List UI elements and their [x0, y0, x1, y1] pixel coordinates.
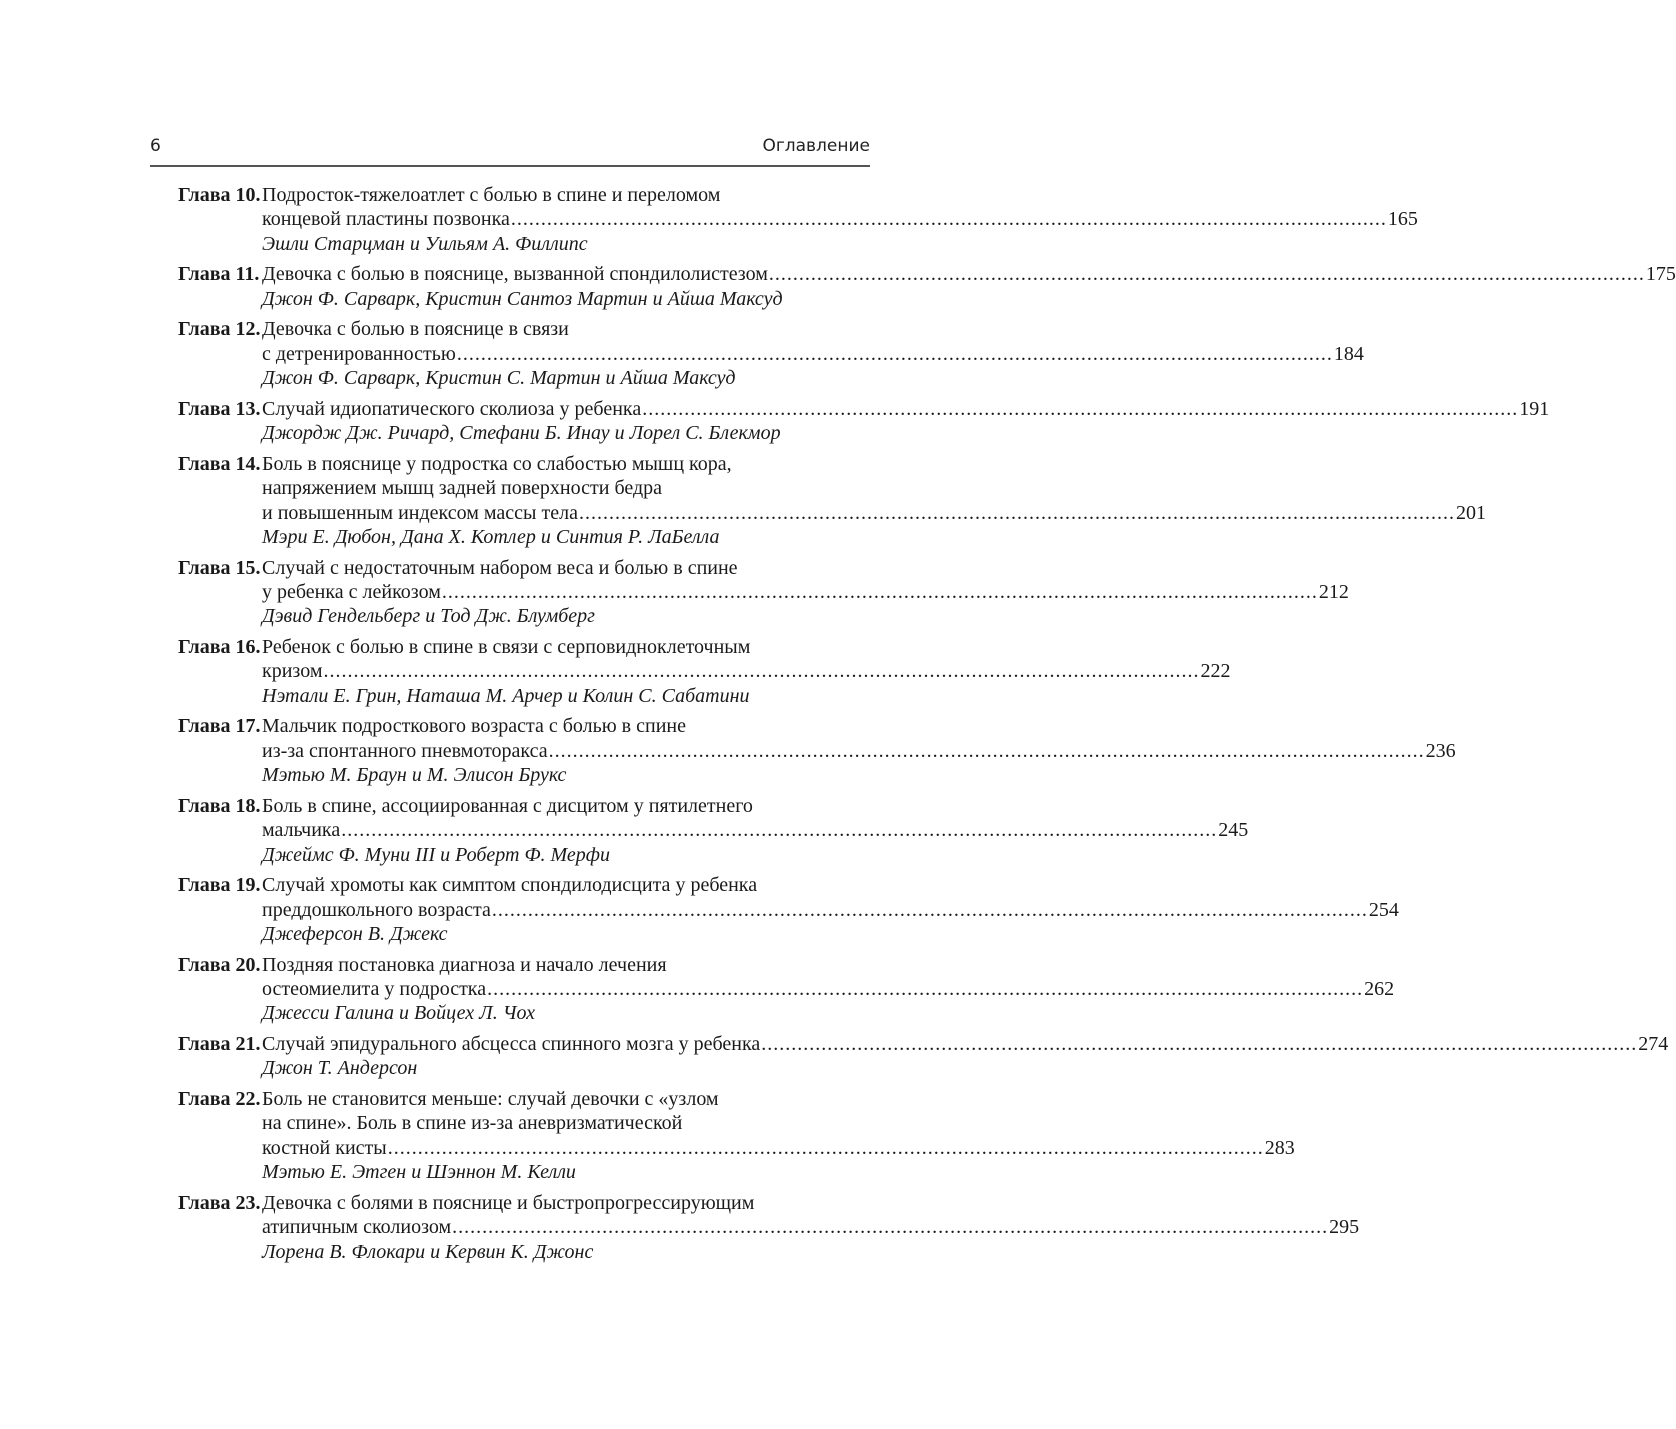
- chapter-title-line: преддошкольного возраста: [262, 898, 491, 921]
- dot-leader: ..................................................................................................................................................: [452, 1216, 1329, 1239]
- chapter-authors: Джон Т. Андерсон: [262, 1057, 418, 1080]
- page-ref: 201: [1455, 501, 1486, 524]
- chapter-title-line: Случай эпидурального абсцесса спинного мозга у ребенка: [262, 1033, 761, 1056]
- chapter-label: Глава 17.: [178, 715, 261, 738]
- dot-leader: ..................................................................................................................................................: [510, 208, 1387, 231]
- page-ref: 254: [1368, 898, 1399, 921]
- chapter-title-last-line: [262, 501, 1486, 525]
- chapter-title-last-line: [262, 818, 1249, 842]
- chapter-title-line: Девочка с болью в пояснице в связи: [262, 318, 569, 341]
- page-ref: 262: [1364, 978, 1395, 1001]
- toc-entry[interactable]: [178, 183, 1418, 256]
- dot-leader: ..................................................................................................................................................: [578, 501, 1455, 524]
- dot-leader: ..................................................................................................................................................: [768, 263, 1645, 286]
- chapter-title-last-line: [262, 262, 1676, 286]
- dot-leader: ..................................................................................................................................................: [456, 342, 1333, 365]
- chapter-label: Глава 15.: [178, 556, 261, 579]
- toc-entry[interactable]: [178, 635, 1231, 708]
- chapter-title-line: Поздняя постановка диагноза и начало лечения: [262, 953, 667, 976]
- page-ref: 212: [1318, 581, 1349, 604]
- chapter-title-last-line: [262, 659, 1231, 683]
- page-ref: 165: [1387, 208, 1418, 231]
- chapter-label: Глава 19.: [178, 874, 261, 897]
- toc-entry[interactable]: [178, 873, 1399, 946]
- running-header: [150, 133, 870, 167]
- chapter-title-line: у ребенка с лейкозом: [262, 581, 441, 604]
- dot-leader: ..................................................................................................................................................: [323, 660, 1200, 683]
- chapter-authors: Джон Ф. Сарварк, Кристин С. Мартин и Айша Максуд: [262, 367, 736, 390]
- toc-entry[interactable]: [178, 953, 1395, 1026]
- page-ref: 245: [1218, 819, 1249, 842]
- chapter-title-last-line: [262, 342, 1364, 366]
- chapter-label: Глава 10.: [178, 184, 261, 206]
- chapter-title-line: Случай хромоты как симптом спондилодисцита у ребенка: [262, 874, 758, 897]
- page-ref: 184: [1333, 342, 1364, 365]
- page-ref: 283: [1264, 1136, 1295, 1159]
- chapter-label: Глава 18.: [178, 794, 261, 817]
- page-ref: 222: [1200, 660, 1231, 683]
- chapter-label: Глава 11.: [178, 263, 260, 286]
- chapter-title-last-line: [262, 977, 1395, 1001]
- chapter-title-line: из-за спонтанного пневмоторакса: [262, 739, 548, 762]
- chapter-title-line: Боль в спине, ассоциированная с дисцитом у пятилетнего: [262, 794, 753, 817]
- page-number: 6: [150, 136, 161, 156]
- dot-leader: ..................................................................................................................................................: [341, 819, 1218, 842]
- chapter-title-line: Девочка с болью в пояснице, вызванной спондилолистезом: [262, 263, 768, 286]
- dot-leader: ..................................................................................................................................................: [487, 978, 1364, 1001]
- chapter-title-line: Случай с недостаточным набором веса и болью в спине: [262, 556, 738, 579]
- chapter-authors: Нэтали Е. Грин, Наташа М. Арчер и Колин С. Сабатини: [262, 684, 750, 707]
- chapter-label: Глава 12.: [178, 318, 261, 341]
- chapter-title-last-line: [262, 1215, 1360, 1239]
- table-of-contents: [178, 183, 1676, 1270]
- chapter-title-last-line: [262, 1136, 1295, 1160]
- chapter-title-line: Ребенок с болью в спине в связи с серповидноклеточным: [262, 636, 751, 659]
- chapter-label: Глава 22.: [178, 1088, 261, 1111]
- dot-leader: ..................................................................................................................................................: [642, 397, 1519, 420]
- chapter-label: Глава 23.: [178, 1191, 261, 1214]
- toc-entry[interactable]: [178, 1032, 1669, 1081]
- toc-entry[interactable]: [178, 556, 1349, 629]
- chapter-authors: Джеймс Ф. Муни III и Роберт Ф. Мерфи: [262, 843, 610, 866]
- page-ref: 191: [1519, 397, 1550, 420]
- toc-entry[interactable]: [178, 317, 1364, 390]
- chapter-title-line: остеомиелита у подростка: [262, 978, 487, 1001]
- section-title: Оглавление: [762, 136, 870, 156]
- chapter-authors: Эшли Старцман и Уильям А. Филлипс: [262, 232, 588, 255]
- toc-entry[interactable]: [178, 1087, 1295, 1185]
- chapter-title-line: с детренированностью: [262, 342, 456, 365]
- chapter-title-line: мальчика: [262, 819, 341, 842]
- chapter-label: Глава 13.: [178, 397, 261, 420]
- chapter-authors: Джеферсон В. Джекс: [262, 923, 448, 946]
- chapter-label: Глава 20.: [178, 953, 261, 976]
- chapter-title-last-line: [262, 397, 1550, 421]
- chapter-authors: Джордж Дж. Ричард, Стефани Б. Инау и Лорел С. Блекмор: [262, 422, 781, 445]
- chapter-title-line: атипичным сколиозом: [262, 1216, 452, 1239]
- chapter-title-last-line: [262, 1032, 1669, 1056]
- chapter-authors: Джесси Галина и Войцех Л. Чох: [262, 1002, 535, 1025]
- toc-entry[interactable]: [178, 397, 1550, 446]
- chapter-title-line: Боль не становится меньше: случай девочки с «узлом: [262, 1088, 719, 1111]
- page-ref: 274: [1638, 1033, 1669, 1056]
- dot-leader: ..................................................................................................................................................: [441, 581, 1318, 604]
- chapter-title-line: Боль в пояснице у подростка со слабостью мышц кора,: [262, 452, 732, 475]
- chapter-authors: Дэвид Гендельберг и Тод Дж. Блумберг: [262, 605, 595, 628]
- chapter-title-line: концевой пластины позвонка: [262, 208, 510, 231]
- chapter-label: Глава 21.: [178, 1033, 261, 1056]
- dot-leader: ..................................................................................................................................................: [387, 1136, 1264, 1159]
- toc-entry[interactable]: [178, 452, 1486, 550]
- chapter-authors: Мэтью Е. Этген и Шэннон М. Келли: [262, 1161, 576, 1184]
- page-ref: 295: [1329, 1216, 1360, 1239]
- toc-entry[interactable]: [178, 262, 1676, 311]
- toc-entry[interactable]: [178, 794, 1249, 867]
- chapter-authors: Джон Ф. Сарварк, Кристин Сантоз Мартин и Айша Максуд: [262, 287, 783, 310]
- chapter-title-last-line: [262, 580, 1349, 604]
- page-ref: 236: [1425, 739, 1456, 762]
- page-ref: 175: [1645, 263, 1676, 286]
- chapter-title-line: Случай идиопатического сколиоза у ребенка: [262, 397, 642, 420]
- chapter-title-last-line: [262, 739, 1456, 763]
- chapter-title-line: кризом: [262, 660, 323, 683]
- chapter-title-line: Девочка с болями в пояснице и быстропрогрессирующим: [262, 1191, 755, 1214]
- chapter-title-line: Мальчик подросткового возраста с болью в спине: [262, 715, 686, 738]
- chapter-title-line: и повышенным индексом массы тела: [262, 501, 578, 524]
- dot-leader: ..................................................................................................................................................: [491, 898, 1368, 921]
- chapter-title-line: напряжением мышц задней поверхности бедра: [262, 477, 663, 500]
- toc-entry[interactable]: [178, 714, 1456, 787]
- chapter-title-line: на спине». Боль в спине из-за аневризматической: [262, 1112, 683, 1135]
- chapter-title-line: Подросток-тяжелоатлет с болью в спине и переломом: [262, 184, 721, 206]
- chapter-authors: Мэтью М. Браун и М. Элисон Брукс: [262, 764, 567, 787]
- dot-leader: ..................................................................................................................................................: [548, 739, 1425, 762]
- dot-leader: ..................................................................................................................................................: [761, 1033, 1638, 1056]
- chapter-title-last-line: [262, 207, 1418, 231]
- chapter-title-last-line: [262, 898, 1399, 922]
- chapter-label: Глава 16.: [178, 636, 261, 659]
- chapter-authors: Лорена В. Флокари и Кервин К. Джонс: [262, 1240, 594, 1263]
- chapter-authors: Мэри Е. Дюбон, Дана Х. Котлер и Синтия Р. ЛаБелла: [262, 526, 720, 549]
- toc-entry[interactable]: [178, 1191, 1360, 1264]
- chapter-label: Глава 14.: [178, 452, 261, 475]
- chapter-title-line: костной кисты: [262, 1136, 387, 1159]
